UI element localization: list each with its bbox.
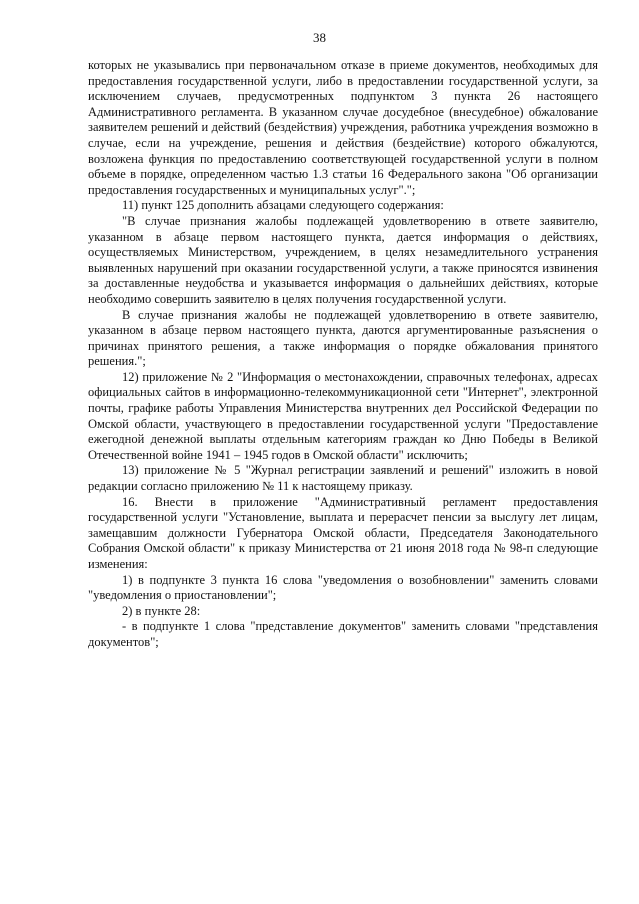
paragraph-quote-rejected: В случае признания жалобы не подлежащей удовлетворению в ответе заявителю, указанном в абзаце первом настоящего пункта, даются аргументированные разъяснения о причинах принятого решения, а также информация о порядке обжалования принятого решения.";: [88, 307, 598, 369]
paragraph-item-12: 12) приложение № 2 "Информация о местонахождении, справочных телефонах, адресах официальных сайтов в информационно-телекоммуникационной сети "Интернет", электронной почты, графике работы Управления Министерства внутренних дел Российской Федерации по Омской области, участвующего в предоставлении государственной услуги "Предоставление ежегодной денежной выплаты отдельным категориям граждан ко Дню Победы в Великой Отечественной войне 1941 – 1945 годов в Омской области" исключить;: [88, 369, 598, 462]
page-number: 38: [313, 30, 326, 45]
paragraph-subitem-dash: - в подпункте 1 слова "представление документов" заменить словами "представления документов";: [88, 619, 598, 649]
paragraph-item-11: 11) пункт 125 дополнить абзацами следующего содержания:: [122, 198, 444, 213]
paragraph-subitem-2: 2) в пункте 28:: [122, 603, 201, 618]
paragraph-subitem-1: 1) в подпункте 3 пункта 16 слова "уведомления о возобновлении" заменить словами "уведомления о приостановлении";: [88, 572, 598, 603]
paragraph-quote-satisfied: "В случае признания жалобы подлежащей удовлетворению в ответе заявителю, указанном в абзаце первом настоящего пункта, дается информация о действиях, осуществляемых Министерством, учреждением, в целях незамедлительного устранения выявленных нарушений при оказании государственной услуги, а также приносятся извинения за доставленные неудобства и указывается информация о дальнейших действиях, которые необходимо совершить заявителю в целях получения государственной услуги.: [88, 213, 598, 306]
paragraph-item-13: 13) приложение № 5 "Журнал регистрации заявлений и решений" изложить в новой редакции согласно приложению № 11 к настоящему приказу.: [88, 463, 598, 494]
paragraph-section-16: 16. Внести в приложение "Административный регламент предоставления государственной услуги "Установление, выплата и перерасчет пенсии за выслугу лет лицам, замещавшим должности Губернатора Омской области, Председателя Законодательного Собрания Омской области" к приказу Министерства от 21 июня 2018 года № 98-п следующие изменения:: [88, 494, 598, 571]
paragraph-continuation: которых не указывались при первоначальном отказе в приеме документов, необходимых для предоставления государственной услуги, либо в предоставлении государственной услуги, за исключением случаев, предусмотренных подпунктом 3 пункта 26 настоящего Административного регламента. В указанном случае досудебное (внесудебное) обжалование заявителем решений и действий (бездействия) учреждения, работника учреждения возможно в случае, если на учреждение, решения и действия (бездействие) которого обжалуются, возложена функция по предоставлению соответствующей государственной услуги в полном объеме в порядке, определенном частью 1.3 статьи 16 Федерального закона "Об организации предоставления государственных и муниципальных услуг".";: [88, 58, 598, 197]
document-body: [88, 58, 598, 651]
